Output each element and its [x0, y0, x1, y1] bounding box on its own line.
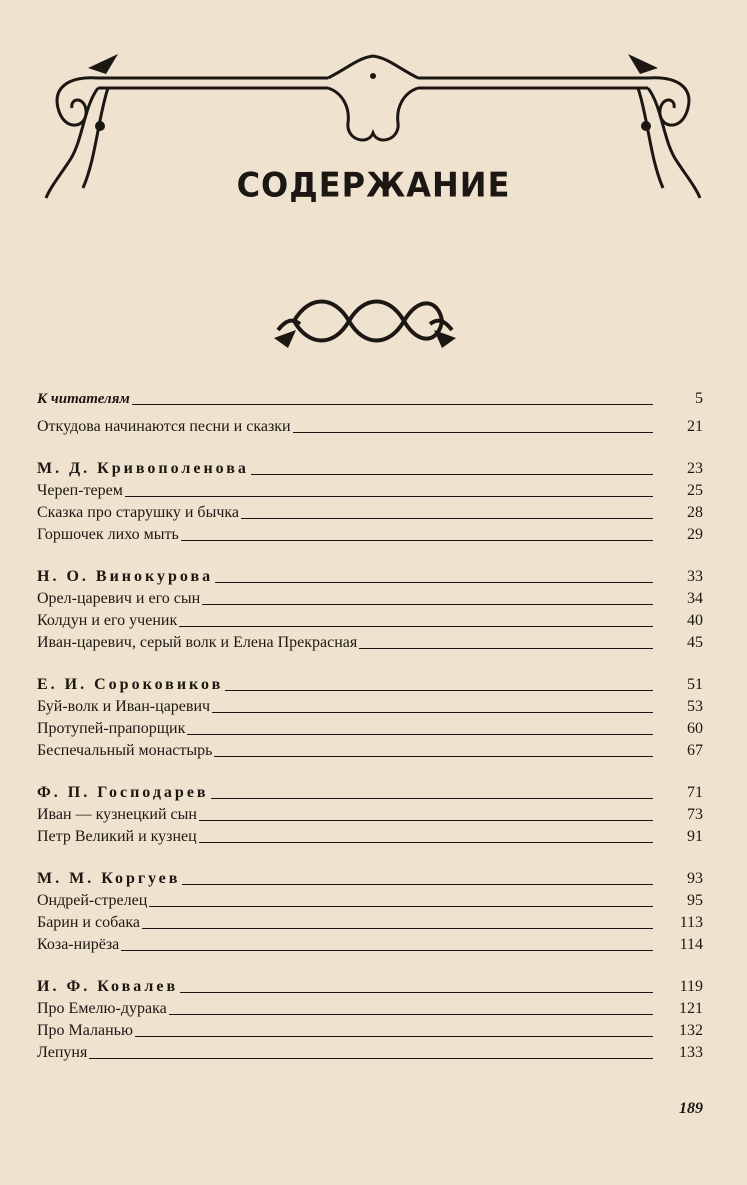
- ornament-knot: [274, 290, 456, 352]
- dot-leader: [359, 648, 653, 649]
- toc-author[interactable]: И. Ф. Ковалев 119: [37, 978, 703, 995]
- dot-leader: [182, 884, 653, 885]
- dot-leader: [180, 992, 653, 993]
- toc-entry-intro[interactable]: Откудова начинаются песни и сказки 21: [37, 418, 703, 435]
- page-number: 189: [679, 1100, 703, 1117]
- dot-leader: [187, 734, 653, 735]
- toc-entry[interactable]: Буй-волк и Иван-царевич 53: [37, 698, 703, 715]
- dot-leader: [199, 820, 653, 821]
- dot-leader: [214, 756, 653, 757]
- dot-leader: [241, 518, 653, 519]
- dot-leader: [211, 798, 653, 799]
- toc-entry[interactable]: Горшочек лихо мыть 29: [37, 526, 703, 543]
- toc-entry[interactable]: Петр Великий и кузнец 91: [37, 828, 703, 845]
- toc-author[interactable]: Е. И. Сороковиков 51: [37, 676, 703, 693]
- toc-entry[interactable]: Лепуня 133: [37, 1044, 703, 1061]
- toc-entry-intro[interactable]: К читателям 5: [37, 390, 703, 407]
- dot-leader: [251, 474, 653, 475]
- dot-leader: [181, 540, 653, 541]
- toc-author[interactable]: М. Д. Кривополенова 23: [37, 460, 703, 477]
- table-of-contents: [37, 388, 703, 1064]
- dot-leader: [121, 950, 653, 951]
- toc-author[interactable]: Н. О. Винокурова 33: [37, 568, 703, 585]
- toc-author[interactable]: М. М. Коргуев 93: [37, 870, 703, 887]
- dot-leader: [169, 1014, 653, 1015]
- dot-leader: [149, 906, 653, 907]
- toc-entry[interactable]: Беспечальный монастырь 67: [37, 742, 703, 759]
- dot-leader: [293, 432, 653, 433]
- dot-leader: [135, 1036, 653, 1037]
- toc-entry[interactable]: Протупей-прапорщик 60: [37, 720, 703, 737]
- toc-entry[interactable]: Колдун и его ученик 40: [37, 612, 703, 629]
- page-title: СОДЕРЖАНИЕ: [236, 165, 511, 205]
- dot-leader: [125, 496, 653, 497]
- dot-leader: [179, 626, 653, 627]
- toc-entry[interactable]: Про Емелю-дурака 121: [37, 1000, 703, 1017]
- toc-entry[interactable]: Иван-царевич, серый волк и Елена Прекрасная 45: [37, 634, 703, 651]
- toc-entry[interactable]: Про Маланью 132: [37, 1022, 703, 1039]
- dot-leader: [212, 712, 653, 713]
- dot-leader: [225, 690, 653, 691]
- toc-entry[interactable]: Иван — кузнецкий сын 73: [37, 806, 703, 823]
- toc-entry[interactable]: Череп-терем 25: [37, 482, 703, 499]
- toc-entry[interactable]: Барин и собака 113: [37, 914, 703, 931]
- toc-entry[interactable]: Ондрей-стрелец 95: [37, 892, 703, 909]
- dot-leader: [215, 582, 653, 583]
- toc-entry[interactable]: Коза-нирёза 114: [37, 936, 703, 953]
- dot-leader: [199, 842, 653, 843]
- dot-leader: [142, 928, 653, 929]
- toc-entry[interactable]: Орел-царевич и его сын 34: [37, 590, 703, 607]
- dot-leader: [132, 404, 653, 405]
- dot-leader: [89, 1058, 653, 1059]
- toc-entry[interactable]: Сказка про старушку и бычка 28: [37, 504, 703, 521]
- toc-author[interactable]: Ф. П. Господарев 71: [37, 784, 703, 801]
- dot-leader: [202, 604, 653, 605]
